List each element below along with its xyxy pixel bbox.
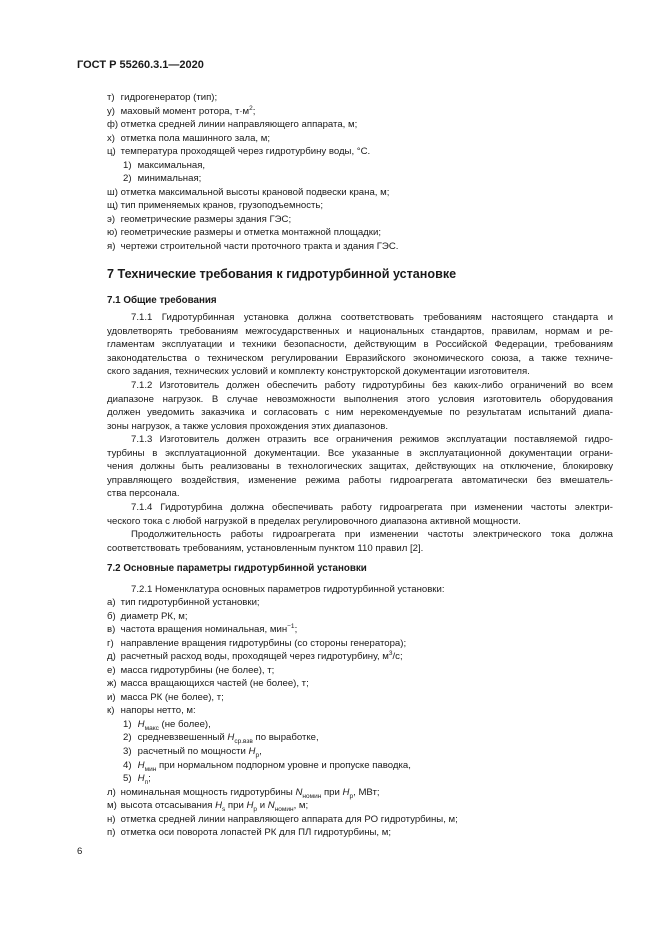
list-item: ж) масса вращающихся частей (не более), т;	[107, 678, 309, 690]
list-item: д) расчетный расход воды, проходящей через гидротурбину, $м^3/с$;	[107, 650, 403, 663]
list-subitem: 4) $H_{мин}$ при нормальном подпорном уровне и пропуске паводка,	[123, 759, 411, 773]
paragraph-7-1-2: 7.1.2 Изготовитель должен обеспечить работу гидротурбины без каких-либо ограничений во всем диапазоне нагрузок. В случае невозможности выполнения этого условия изготовитель оборудования должен уведомить заказчика и согласовать с ним нерекомендуемые по результатам испытаний диапа- зоны нагрузок, а также условия прохождения этих диапазонов.	[107, 380, 613, 432]
list-item: ф) отметка средней линии направляющего аппарата, м;	[107, 119, 358, 131]
list-item: х) отметка пола машинного зала, м;	[107, 132, 270, 144]
list-item: ц) температура проходящей через гидротурбину воды, °С.	[107, 146, 371, 158]
list-item: я) чертежи строительной части проточного тракта и здания ГЭС.	[107, 241, 399, 253]
section-7-title: 7 Технические требования к гидротурбинной установке	[107, 267, 457, 281]
list-item: и) масса РК (не более), т;	[107, 691, 224, 703]
paragraph-7-2-1: 7.2.1 Номенклатура основных параметров гидротурбинной установки:	[131, 584, 445, 595]
list-subitem: 3) расчетный по мощности $H_р$,	[123, 746, 262, 759]
list-item: в) частота вращения номинальная, мин$^{-1}$;	[107, 622, 298, 636]
section-7-1-title: 7.1 Общие требования	[107, 295, 217, 306]
list-subitem: 1) максимальная,	[123, 159, 206, 171]
list-item: а) тип гидротурбинной установки;	[107, 597, 260, 608]
list-item: ш) отметка максимальной высоты крановой подвески крана, м;	[107, 186, 390, 198]
paragraph-7-1-4-continued: Продолжительность работы гидроагрегата при изменении частоты электрического тока должна соответствовать требованиям, установленным пунктом 110 правил [2].	[107, 529, 613, 554]
list-item: н) отметка средней линии направляющего аппарата для РО гидротурбины, м;	[107, 813, 458, 825]
list-item: л) номинальная мощность гидротурбины $N_{номин}$ при $H_р$, МВт;	[107, 786, 380, 800]
list-item: ю) геометрические размеры и отметка монтажной площадки;	[107, 227, 381, 239]
turbine-parameters-list	[107, 596, 612, 840]
paragraph-7-1-1: 7.1.1 Гидротурбинная установка должна соответствовать требованиям настоящего стандарта и удовлетворять требованиям межгосударственных и национальных стандартов, правилам, нормам и ре- гламентам эксплуатации и техники безопасности, действующим в Российской Федерации, требованиям законодательства о техническом регулировании Евразийского экономического союза, а также техниче- ского задания, технических условий и комплекту конструкторской документации изготовителя.	[107, 312, 613, 378]
page-number: 6	[77, 846, 83, 857]
list-item: б) диаметр РК, м;	[107, 610, 188, 622]
paragraph-7-1-3: 7.1.3 Изготовитель должен отразить все ограничения режимов эксплуатации поставляемой гидро- турбины в эксплуатационной документации. Все указанные в эксплуатационной документации ограни- чения должны быть реализованы в технологических защитах, действующих на отключение, блокировку управляющего воздействия, изменение режима работы гидроагрегата автоматически без вмешатель- ства персонала.	[107, 434, 613, 500]
list-item: п) отметка оси поворота лопастей РК для ПЛ гидротурбины, м;	[107, 827, 392, 839]
list-item: т) гидрогенератор (тип);	[107, 92, 218, 103]
list-subitem: 1) $H_{макс}$ (не более),	[123, 718, 211, 732]
list-subitem: 2) минимальная;	[123, 173, 202, 185]
list-item: к) напоры нетто, м:	[107, 705, 196, 717]
equipment-data-list	[107, 91, 612, 254]
list-item: м) высота отсасывания $H_s$ при $H_р$ и $N_{номин}$, м;	[107, 800, 309, 814]
list-item: щ) тип применяемых кранов, грузоподъемность;	[107, 200, 324, 212]
list-item: г) направление вращения гидротурбины (со стороны генератора);	[107, 637, 407, 649]
list-item: е) масса гидротурбины (не более), т;	[107, 664, 275, 676]
list-subitem: 2) средневзвешенный $H_{ср.взв}$ по выработке,	[123, 732, 319, 746]
list-subitem: 5) $H_п$;	[123, 773, 151, 787]
document-header: ГОСТ Р 55260.3.1—2020	[77, 59, 204, 71]
paragraph-7-1-4: 7.1.4 Гидротурбина должна обеспечивать работу гидроагрегата при изменении частоты электри- ческого тока с любой нагрузкой в пределах регулировочного диапазона активной мощности.	[107, 502, 613, 527]
list-item: э) геометрические размеры здания ГЭС;	[107, 213, 292, 225]
section-7-2-title: 7.2 Основные параметры гидротурбинной установки	[107, 563, 367, 574]
list-item: у) маховый момент ротора, $т\cdot м^2$;	[107, 104, 256, 117]
